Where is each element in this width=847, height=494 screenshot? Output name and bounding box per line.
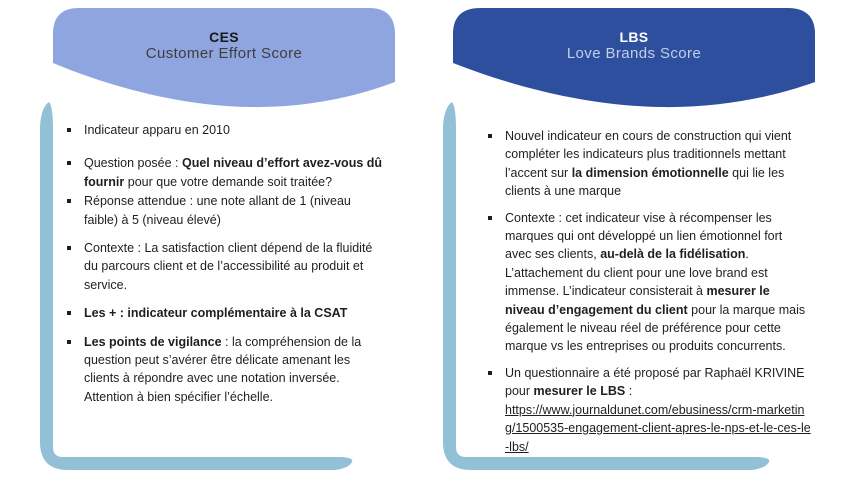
text-segment: Les + : indicateur complémentaire à la CSAT	[84, 306, 348, 321]
text-segment: Nouvel indicateur en cours de construction qui vient compléter les indicateurs plus traditionnels mettant l’accent sur	[505, 129, 792, 180]
ces-bullet-list	[60, 121, 386, 406]
bullet-item	[60, 154, 386, 191]
text-segment: mesurer le LBS	[533, 384, 626, 399]
bullet-item	[481, 364, 811, 456]
lbs-header	[453, 8, 815, 108]
bullet-item	[60, 239, 386, 294]
bullet-item	[60, 192, 386, 229]
text-segment: :	[625, 384, 633, 399]
text-segment: Contexte : cet indicateur vise à récompenser les marques qui ont développé un lien émotionnel fort avec ses clients,	[505, 210, 783, 262]
text-segment: Question posée :	[84, 156, 182, 171]
text-segment: : la compréhension de la question peut s’avérer être délicate amenant les clients à répondre avec une notation inversée. Attention à bien spécifier l’échelle.	[84, 334, 362, 404]
ces-subtitle: Customer Effort Score	[145, 45, 303, 62]
ces-header	[53, 8, 395, 108]
text-segment: Indicateur apparu en 2010	[84, 123, 230, 137]
text-segment: au-delà de la fidélisation	[600, 247, 746, 262]
article-link[interactable]: https://www.journaldunet.com/ebusiness/crm-marketing/1500535-engagement-client-apres-le-nps-et-le-ces-le-lbs/	[505, 402, 811, 454]
bullet-item	[481, 127, 811, 201]
ces-title: CES	[209, 29, 239, 45]
text-segment: Contexte : La satisfaction client dépend de la fluidité du parcours client et de l’accessibilité au produit et service.	[84, 241, 373, 292]
text-segment: Un questionnaire a été proposé par Raphaël KRIVINE pour	[505, 365, 805, 399]
text-segment: pour la marque mais également le niveau réel de préférence pour cette marque vs les entreprises ou produits concurrents.	[505, 302, 806, 354]
text-segment: . L’attachement du client pour une love brand est immense. L’indicateur consisterait à	[505, 247, 768, 299]
text-segment: qui lie les clients à une marque	[505, 165, 785, 199]
lbs-header-text	[453, 8, 815, 62]
lbs-title: LBS	[619, 29, 649, 45]
lbs-bullet-list	[481, 127, 811, 456]
text-segment: la dimension émotionnelle	[571, 165, 729, 180]
text-segment: pour que votre demande soit traitée?	[124, 174, 333, 189]
text-segment: Les points de vigilance	[84, 334, 222, 349]
bullet-item	[60, 333, 386, 407]
text-segment: Réponse attendue : une note allant de 1 (niveau faible) à 5 (niveau élevé)	[84, 194, 351, 227]
bullet-item	[60, 121, 386, 139]
bullet-item	[481, 209, 811, 356]
text-segment: mesurer le niveau d’engagement du client	[505, 284, 770, 317]
ces-header-text	[53, 8, 395, 62]
text-segment: Quel niveau d’effort avez-vous dû fournir	[84, 156, 383, 189]
lbs-subtitle: Love Brands Score	[566, 45, 702, 62]
bullet-item	[60, 304, 386, 322]
